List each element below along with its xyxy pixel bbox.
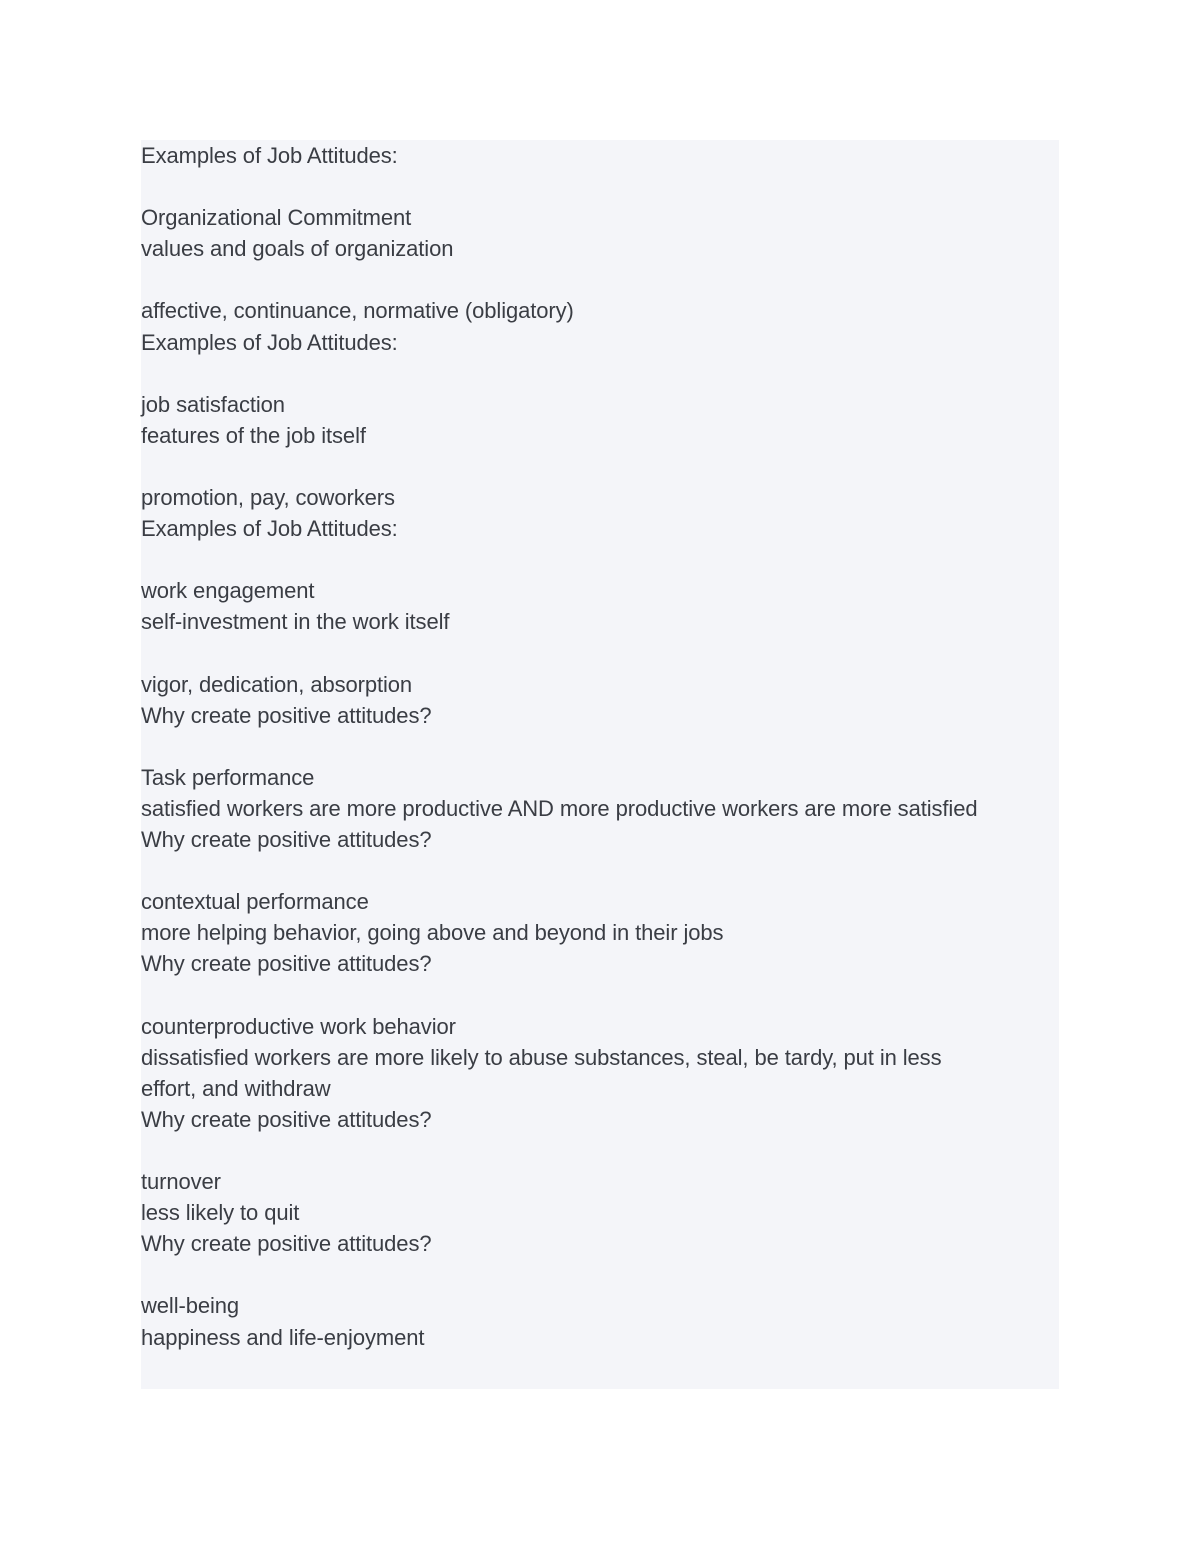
text-line: turnover — [141, 1169, 221, 1195]
text-line: Examples of Job Attitudes: — [141, 329, 398, 355]
text-line: happiness and life-enjoyment — [141, 1324, 425, 1350]
text-line: Organizational Commitment — [141, 205, 412, 231]
blank-line — [141, 855, 1059, 886]
text-line: values and goals of organization — [141, 236, 454, 262]
blank-line — [141, 1259, 1059, 1290]
blank-line — [141, 171, 1059, 202]
blank-line — [141, 638, 1059, 669]
text-line: dissatisfied workers are more likely to abuse substances, steal, be tardy, put in less — [141, 1044, 942, 1070]
text-line: vigor, dedication, absorption — [141, 671, 413, 697]
text-line: effort, and withdraw — [141, 1075, 331, 1101]
blank-line — [141, 358, 1059, 389]
text-line: Examples of Job Attitudes: — [141, 143, 398, 168]
blank-line — [141, 451, 1059, 482]
text-line: Why create positive attitudes? — [141, 827, 432, 853]
text-line: Why create positive attitudes? — [141, 1231, 432, 1257]
text-line: Task performance — [141, 764, 315, 790]
text-line: Examples of Job Attitudes: — [141, 516, 398, 542]
text-line: more helping behavior, going above and beyond in their jobs — [141, 920, 724, 946]
text-line: Why create positive attitudes? — [141, 951, 432, 977]
text-line: Why create positive attitudes? — [141, 702, 432, 728]
text-line: work engagement — [141, 578, 315, 604]
text-line: less likely to quit — [141, 1200, 300, 1226]
text-line: job satisfaction — [141, 391, 285, 417]
blank-line — [141, 731, 1059, 762]
blank-line — [141, 1135, 1059, 1166]
text-line: counterproductive work behavior — [141, 1013, 456, 1039]
text-line: well-being — [141, 1293, 240, 1319]
text-line: features of the job itself — [141, 422, 366, 448]
text-line: contextual performance — [141, 889, 369, 915]
blank-line — [141, 980, 1059, 1011]
text-line: Why create positive attitudes? — [141, 1106, 432, 1132]
text-block — [141, 140, 1059, 1389]
text-line: satisfied workers are more productive AND more productive workers are more satisfied — [141, 795, 978, 821]
text-line: self-investment in the work itself — [141, 609, 450, 635]
text-line: promotion, pay, coworkers — [141, 485, 395, 511]
blank-line — [141, 264, 1059, 295]
blank-line — [141, 544, 1059, 575]
text-line: affective, continuance, normative (obligatory) — [141, 298, 574, 324]
